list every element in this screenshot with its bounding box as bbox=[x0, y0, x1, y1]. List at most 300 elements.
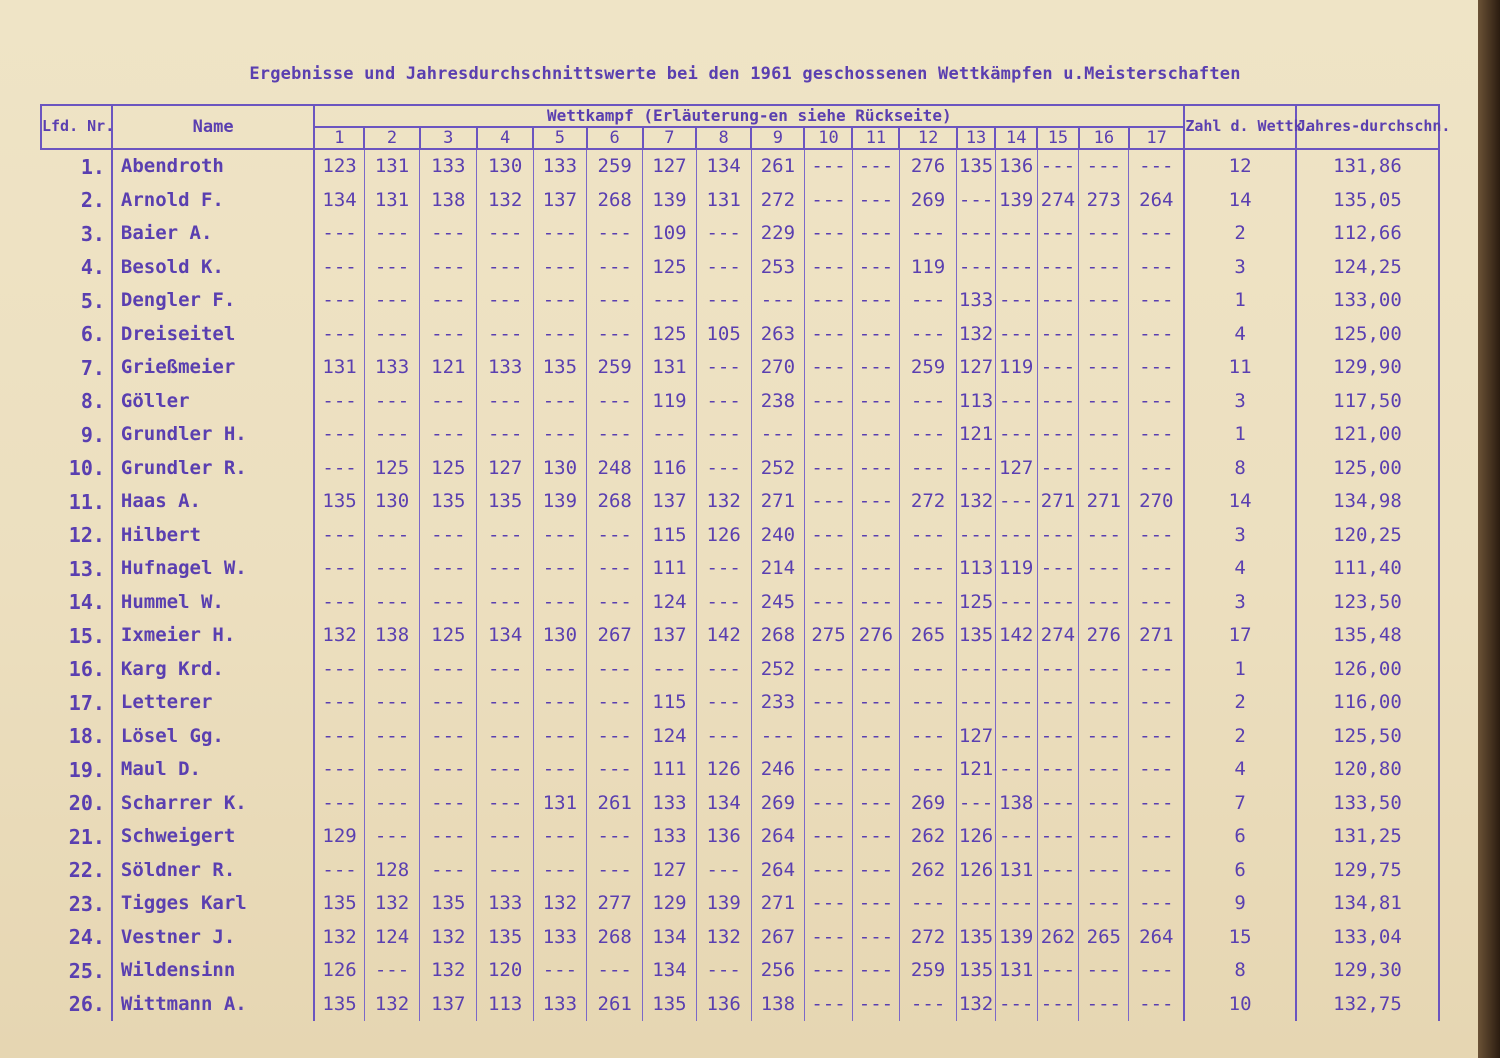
score-cell-7: 135 bbox=[643, 988, 696, 1022]
score-cell-8: --- bbox=[696, 452, 751, 486]
score-cell-4: --- bbox=[477, 753, 533, 787]
competition-count: 6 bbox=[1184, 820, 1296, 854]
score-cell-14: --- bbox=[995, 820, 1037, 854]
annual-average: 125,50 bbox=[1296, 720, 1439, 754]
score-cell-12: --- bbox=[899, 586, 956, 620]
score-cell-15: 274 bbox=[1037, 184, 1079, 218]
shooter-name: Hummel W. bbox=[112, 586, 314, 620]
row-number: 1. bbox=[80, 154, 105, 179]
score-cell-5: 132 bbox=[533, 887, 586, 921]
score-cell-17: --- bbox=[1129, 284, 1184, 318]
score-cell-4: 120 bbox=[477, 954, 533, 988]
score-cell-12: --- bbox=[899, 753, 956, 787]
competition-count: 2 bbox=[1184, 720, 1296, 754]
score-cell-17: --- bbox=[1129, 720, 1184, 754]
score-cell-16: 273 bbox=[1079, 184, 1129, 218]
score-cell-17: --- bbox=[1129, 149, 1184, 184]
score-cell-11: --- bbox=[852, 149, 899, 184]
score-cell-14: --- bbox=[995, 217, 1037, 251]
score-cell-9: --- bbox=[751, 720, 804, 754]
annual-average: 129,75 bbox=[1296, 854, 1439, 888]
annual-average: 112,66 bbox=[1296, 217, 1439, 251]
annual-average: 134,98 bbox=[1296, 485, 1439, 519]
score-cell-12: 259 bbox=[899, 954, 956, 988]
score-cell-6: --- bbox=[587, 854, 643, 888]
score-cell-7: 127 bbox=[643, 854, 696, 888]
score-cell-4: 127 bbox=[477, 452, 533, 486]
score-cell-12: --- bbox=[899, 519, 956, 553]
score-cell-13: 126 bbox=[957, 820, 996, 854]
table-row bbox=[41, 753, 1439, 787]
score-cell-17: --- bbox=[1129, 753, 1184, 787]
score-cell-10: --- bbox=[804, 184, 852, 218]
score-cell-13: 132 bbox=[957, 485, 996, 519]
row-number: 2. bbox=[80, 188, 105, 213]
table-row bbox=[41, 251, 1439, 285]
score-cell-10: --- bbox=[804, 753, 852, 787]
score-cell-13: --- bbox=[957, 887, 996, 921]
score-cell-8: 142 bbox=[696, 619, 751, 653]
score-cell-8: 136 bbox=[696, 988, 751, 1022]
table-row bbox=[41, 720, 1439, 754]
score-cell-6: --- bbox=[587, 284, 643, 318]
score-cell-5: 135 bbox=[533, 351, 586, 385]
score-cell-16: --- bbox=[1079, 586, 1129, 620]
header-wettkampf-13: 13 bbox=[957, 127, 996, 149]
score-cell-1: --- bbox=[314, 653, 364, 687]
score-cell-13: 133 bbox=[957, 284, 996, 318]
competition-count: 3 bbox=[1184, 586, 1296, 620]
score-cell-16: --- bbox=[1079, 418, 1129, 452]
score-cell-11: --- bbox=[852, 385, 899, 419]
score-cell-13: 121 bbox=[957, 418, 996, 452]
score-cell-5: --- bbox=[533, 586, 586, 620]
header-wettkampf-17: 17 bbox=[1129, 127, 1184, 149]
score-cell-17: --- bbox=[1129, 552, 1184, 586]
score-cell-16: --- bbox=[1079, 854, 1129, 888]
score-cell-16: --- bbox=[1079, 217, 1129, 251]
score-cell-11: --- bbox=[852, 485, 899, 519]
shooter-name: Abendroth bbox=[112, 149, 314, 184]
score-cell-10: --- bbox=[804, 251, 852, 285]
header-wettkampf-12: 12 bbox=[899, 127, 956, 149]
score-cell-8: --- bbox=[696, 854, 751, 888]
score-cell-16: 276 bbox=[1079, 619, 1129, 653]
score-cell-3: --- bbox=[420, 552, 477, 586]
score-cell-1: --- bbox=[314, 318, 364, 352]
score-cell-5: --- bbox=[533, 385, 586, 419]
score-cell-2: 132 bbox=[364, 988, 419, 1022]
header-wettkampf-6: 6 bbox=[587, 127, 643, 149]
header-wettkampf-7: 7 bbox=[643, 127, 696, 149]
score-cell-9: 270 bbox=[751, 351, 804, 385]
table-row bbox=[41, 787, 1439, 821]
score-cell-15: --- bbox=[1037, 149, 1079, 184]
score-cell-13: --- bbox=[957, 787, 996, 821]
score-cell-17: --- bbox=[1129, 251, 1184, 285]
table-row bbox=[41, 418, 1439, 452]
score-cell-16: --- bbox=[1079, 988, 1129, 1022]
shooter-name: Vestner J. bbox=[112, 921, 314, 955]
score-cell-13: --- bbox=[957, 251, 996, 285]
score-cell-6: 259 bbox=[587, 351, 643, 385]
annual-average: 133,50 bbox=[1296, 787, 1439, 821]
score-cell-11: --- bbox=[852, 418, 899, 452]
table-row bbox=[41, 485, 1439, 519]
score-cell-11: 276 bbox=[852, 619, 899, 653]
competition-count: 1 bbox=[1184, 418, 1296, 452]
score-cell-4: --- bbox=[477, 820, 533, 854]
score-cell-13: 132 bbox=[957, 988, 996, 1022]
competition-count: 8 bbox=[1184, 452, 1296, 486]
score-cell-5: --- bbox=[533, 418, 586, 452]
score-cell-8: 126 bbox=[696, 753, 751, 787]
score-cell-13: 135 bbox=[957, 619, 996, 653]
row-number: 9. bbox=[80, 422, 105, 447]
shooter-name: Arnold F. bbox=[112, 184, 314, 218]
score-cell-17: --- bbox=[1129, 418, 1184, 452]
score-cell-16: --- bbox=[1079, 251, 1129, 285]
score-cell-3: 121 bbox=[420, 351, 477, 385]
shooter-name: Haas A. bbox=[112, 485, 314, 519]
score-cell-2: --- bbox=[364, 418, 419, 452]
score-cell-9: 271 bbox=[751, 887, 804, 921]
shooter-name: Tigges Karl bbox=[112, 887, 314, 921]
score-cell-11: --- bbox=[852, 552, 899, 586]
score-cell-5: 133 bbox=[533, 921, 586, 955]
score-cell-3: --- bbox=[420, 787, 477, 821]
competition-count: 12 bbox=[1184, 149, 1296, 184]
score-cell-11: --- bbox=[852, 686, 899, 720]
annual-average: 125,00 bbox=[1296, 318, 1439, 352]
score-cell-16: --- bbox=[1079, 552, 1129, 586]
header-zahl-wettkaempfe: Zahl d. Wettk. bbox=[1184, 105, 1296, 149]
score-cell-4: 132 bbox=[477, 184, 533, 218]
score-cell-14: 131 bbox=[995, 954, 1037, 988]
annual-average: 129,30 bbox=[1296, 954, 1439, 988]
score-cell-3: --- bbox=[420, 586, 477, 620]
score-cell-3: 135 bbox=[420, 485, 477, 519]
score-cell-16: --- bbox=[1079, 149, 1129, 184]
score-cell-15: --- bbox=[1037, 385, 1079, 419]
score-cell-10: --- bbox=[804, 820, 852, 854]
score-cell-4: 134 bbox=[477, 619, 533, 653]
score-cell-8: 132 bbox=[696, 921, 751, 955]
score-cell-10: --- bbox=[804, 921, 852, 955]
score-cell-12: --- bbox=[899, 318, 956, 352]
score-cell-15: --- bbox=[1037, 653, 1079, 687]
score-cell-7: 134 bbox=[643, 921, 696, 955]
score-cell-16: --- bbox=[1079, 753, 1129, 787]
score-cell-9: 261 bbox=[751, 149, 804, 184]
score-cell-12: --- bbox=[899, 988, 956, 1022]
score-cell-9: 272 bbox=[751, 184, 804, 218]
shooter-name: Besold K. bbox=[112, 251, 314, 285]
score-cell-16: --- bbox=[1079, 686, 1129, 720]
score-cell-13: 135 bbox=[957, 149, 996, 184]
score-cell-10: --- bbox=[804, 351, 852, 385]
annual-average: 123,50 bbox=[1296, 586, 1439, 620]
score-cell-9: --- bbox=[751, 418, 804, 452]
shooter-name: Hufnagel W. bbox=[112, 552, 314, 586]
score-cell-15: --- bbox=[1037, 820, 1079, 854]
score-cell-1: --- bbox=[314, 217, 364, 251]
score-cell-8: --- bbox=[696, 217, 751, 251]
score-cell-15: --- bbox=[1037, 686, 1079, 720]
score-cell-6: --- bbox=[587, 418, 643, 452]
score-cell-12: 276 bbox=[899, 149, 956, 184]
shooter-name: Dreiseitel bbox=[112, 318, 314, 352]
annual-average: 124,25 bbox=[1296, 251, 1439, 285]
competition-count: 3 bbox=[1184, 519, 1296, 553]
score-cell-11: --- bbox=[852, 351, 899, 385]
score-cell-14: 139 bbox=[995, 921, 1037, 955]
score-cell-3: --- bbox=[420, 418, 477, 452]
competition-count: 9 bbox=[1184, 887, 1296, 921]
shooter-name: Lösel Gg. bbox=[112, 720, 314, 754]
score-cell-6: --- bbox=[587, 519, 643, 553]
score-cell-13: 127 bbox=[957, 720, 996, 754]
table-row bbox=[41, 586, 1439, 620]
score-cell-4: --- bbox=[477, 418, 533, 452]
row-number: 19. bbox=[68, 757, 105, 782]
score-cell-7: --- bbox=[643, 418, 696, 452]
score-cell-4: 130 bbox=[477, 149, 533, 184]
score-cell-10: --- bbox=[804, 284, 852, 318]
score-cell-7: 125 bbox=[643, 251, 696, 285]
score-cell-14: --- bbox=[995, 686, 1037, 720]
score-cell-1: 131 bbox=[314, 351, 364, 385]
score-cell-14: --- bbox=[995, 385, 1037, 419]
score-cell-11: --- bbox=[852, 720, 899, 754]
score-cell-17: 264 bbox=[1129, 184, 1184, 218]
score-cell-13: 121 bbox=[957, 753, 996, 787]
competition-count: 3 bbox=[1184, 251, 1296, 285]
row-number: 8. bbox=[80, 389, 105, 414]
score-cell-13: 126 bbox=[957, 854, 996, 888]
score-cell-4: --- bbox=[477, 720, 533, 754]
score-cell-6: 248 bbox=[587, 452, 643, 486]
score-cell-17: --- bbox=[1129, 787, 1184, 821]
score-cell-1: 135 bbox=[314, 485, 364, 519]
header-wettkampf-1: 1 bbox=[314, 127, 364, 149]
score-cell-1: --- bbox=[314, 452, 364, 486]
annual-average: 121,00 bbox=[1296, 418, 1439, 452]
score-cell-14: 138 bbox=[995, 787, 1037, 821]
page-title: Ergebnisse und Jahresdurchschnittswerte bei den 1961 geschossenen Wettkämpfen u.Meisterschaften bbox=[249, 64, 1241, 84]
score-cell-7: 133 bbox=[643, 787, 696, 821]
score-cell-1: 123 bbox=[314, 149, 364, 184]
score-cell-3: --- bbox=[420, 251, 477, 285]
header-wettkampf-8: 8 bbox=[696, 127, 751, 149]
score-cell-6: --- bbox=[587, 753, 643, 787]
score-cell-1: --- bbox=[314, 686, 364, 720]
score-cell-12: --- bbox=[899, 418, 956, 452]
competition-count: 4 bbox=[1184, 318, 1296, 352]
score-cell-8: --- bbox=[696, 686, 751, 720]
score-cell-2: --- bbox=[364, 653, 419, 687]
score-cell-2: 128 bbox=[364, 854, 419, 888]
score-cell-5: 133 bbox=[533, 149, 586, 184]
score-cell-7: 111 bbox=[643, 552, 696, 586]
competition-count: 2 bbox=[1184, 686, 1296, 720]
score-cell-14: --- bbox=[995, 653, 1037, 687]
score-cell-13: --- bbox=[957, 452, 996, 486]
shooter-name: Letterer bbox=[112, 686, 314, 720]
score-cell-4: 133 bbox=[477, 887, 533, 921]
score-cell-15: --- bbox=[1037, 753, 1079, 787]
annual-average: 125,00 bbox=[1296, 452, 1439, 486]
score-cell-3: --- bbox=[420, 820, 477, 854]
score-cell-4: --- bbox=[477, 686, 533, 720]
competition-count: 1 bbox=[1184, 653, 1296, 687]
score-cell-7: 115 bbox=[643, 686, 696, 720]
score-cell-2: --- bbox=[364, 753, 419, 787]
score-cell-3: --- bbox=[420, 318, 477, 352]
score-cell-15: 274 bbox=[1037, 619, 1079, 653]
score-cell-12: --- bbox=[899, 452, 956, 486]
score-cell-10: --- bbox=[804, 653, 852, 687]
row-number: 3. bbox=[80, 221, 105, 246]
score-cell-7: --- bbox=[643, 284, 696, 318]
score-cell-11: --- bbox=[852, 887, 899, 921]
score-cell-17: --- bbox=[1129, 653, 1184, 687]
score-cell-2: --- bbox=[364, 820, 419, 854]
table-row bbox=[41, 988, 1439, 1022]
score-cell-9: 233 bbox=[751, 686, 804, 720]
score-cell-5: --- bbox=[533, 753, 586, 787]
score-cell-7: 124 bbox=[643, 586, 696, 620]
annual-average: 117,50 bbox=[1296, 385, 1439, 419]
score-cell-3: 138 bbox=[420, 184, 477, 218]
score-cell-5: 139 bbox=[533, 485, 586, 519]
score-cell-9: 245 bbox=[751, 586, 804, 620]
score-cell-11: --- bbox=[852, 452, 899, 486]
score-cell-7: 109 bbox=[643, 217, 696, 251]
score-cell-15: --- bbox=[1037, 418, 1079, 452]
score-cell-8: --- bbox=[696, 586, 751, 620]
shooter-name: Wildensinn bbox=[112, 954, 314, 988]
score-cell-3: 135 bbox=[420, 887, 477, 921]
score-cell-14: --- bbox=[995, 887, 1037, 921]
score-cell-1: 129 bbox=[314, 820, 364, 854]
score-cell-5: --- bbox=[533, 686, 586, 720]
score-cell-16: --- bbox=[1079, 284, 1129, 318]
shooter-name: Göller bbox=[112, 385, 314, 419]
score-cell-15: --- bbox=[1037, 452, 1079, 486]
score-cell-10: --- bbox=[804, 452, 852, 486]
score-cell-13: 125 bbox=[957, 586, 996, 620]
score-cell-2: --- bbox=[364, 284, 419, 318]
row-number: 11. bbox=[68, 489, 105, 514]
score-cell-11: --- bbox=[852, 787, 899, 821]
table-row bbox=[41, 619, 1439, 653]
score-cell-1: --- bbox=[314, 753, 364, 787]
score-cell-1: 135 bbox=[314, 988, 364, 1022]
score-cell-9: 269 bbox=[751, 787, 804, 821]
score-cell-14: 127 bbox=[995, 452, 1037, 486]
score-cell-11: --- bbox=[852, 653, 899, 687]
score-cell-9: 138 bbox=[751, 988, 804, 1022]
score-cell-14: --- bbox=[995, 753, 1037, 787]
shooter-name: Scharrer K. bbox=[112, 787, 314, 821]
score-cell-5: --- bbox=[533, 820, 586, 854]
score-cell-15: --- bbox=[1037, 318, 1079, 352]
score-cell-5: --- bbox=[533, 284, 586, 318]
score-cell-13: 132 bbox=[957, 318, 996, 352]
score-cell-17: --- bbox=[1129, 854, 1184, 888]
score-cell-15: --- bbox=[1037, 787, 1079, 821]
score-cell-16: --- bbox=[1079, 385, 1129, 419]
annual-average: 133,04 bbox=[1296, 921, 1439, 955]
score-cell-12: --- bbox=[899, 887, 956, 921]
score-cell-7: 129 bbox=[643, 887, 696, 921]
score-cell-2: 124 bbox=[364, 921, 419, 955]
score-cell-9: 214 bbox=[751, 552, 804, 586]
score-cell-7: 115 bbox=[643, 519, 696, 553]
score-cell-13: 127 bbox=[957, 351, 996, 385]
score-cell-5: --- bbox=[533, 720, 586, 754]
competition-count: 6 bbox=[1184, 854, 1296, 888]
score-cell-2: 131 bbox=[364, 184, 419, 218]
header-wettkampf-14: 14 bbox=[995, 127, 1037, 149]
score-cell-13: --- bbox=[957, 184, 996, 218]
score-cell-9: 252 bbox=[751, 653, 804, 687]
header-wettkampf-15: 15 bbox=[1037, 127, 1079, 149]
table-row bbox=[41, 351, 1439, 385]
score-cell-1: --- bbox=[314, 720, 364, 754]
score-cell-14: --- bbox=[995, 988, 1037, 1022]
score-cell-14: 142 bbox=[995, 619, 1037, 653]
score-cell-2: 133 bbox=[364, 351, 419, 385]
score-cell-7: 131 bbox=[643, 351, 696, 385]
score-cell-14: 119 bbox=[995, 351, 1037, 385]
score-cell-2: --- bbox=[364, 586, 419, 620]
score-cell-12: --- bbox=[899, 284, 956, 318]
table-row bbox=[41, 519, 1439, 553]
row-number: 26. bbox=[68, 992, 105, 1017]
score-cell-4: 135 bbox=[477, 921, 533, 955]
score-cell-14: --- bbox=[995, 418, 1037, 452]
score-cell-8: --- bbox=[696, 385, 751, 419]
table-row bbox=[41, 921, 1439, 955]
annual-average: 116,00 bbox=[1296, 686, 1439, 720]
score-cell-10: --- bbox=[804, 686, 852, 720]
table-row bbox=[41, 820, 1439, 854]
score-cell-9: 264 bbox=[751, 820, 804, 854]
score-cell-6: 277 bbox=[587, 887, 643, 921]
score-cell-4: --- bbox=[477, 854, 533, 888]
score-cell-16: 271 bbox=[1079, 485, 1129, 519]
score-cell-12: 262 bbox=[899, 854, 956, 888]
competition-count: 3 bbox=[1184, 385, 1296, 419]
table-row bbox=[41, 385, 1439, 419]
score-cell-14: 119 bbox=[995, 552, 1037, 586]
score-cell-3: --- bbox=[420, 753, 477, 787]
annual-average: 135,48 bbox=[1296, 619, 1439, 653]
header-wettkampf-10: 10 bbox=[804, 127, 852, 149]
score-cell-5: --- bbox=[533, 519, 586, 553]
score-cell-17: --- bbox=[1129, 954, 1184, 988]
header-wettkampf-4: 4 bbox=[477, 127, 533, 149]
score-cell-7: 124 bbox=[643, 720, 696, 754]
score-cell-5: 130 bbox=[533, 619, 586, 653]
score-cell-9: 240 bbox=[751, 519, 804, 553]
score-cell-4: --- bbox=[477, 586, 533, 620]
competition-count: 4 bbox=[1184, 552, 1296, 586]
score-cell-9: 268 bbox=[751, 619, 804, 653]
annual-average: 131,86 bbox=[1296, 149, 1439, 184]
